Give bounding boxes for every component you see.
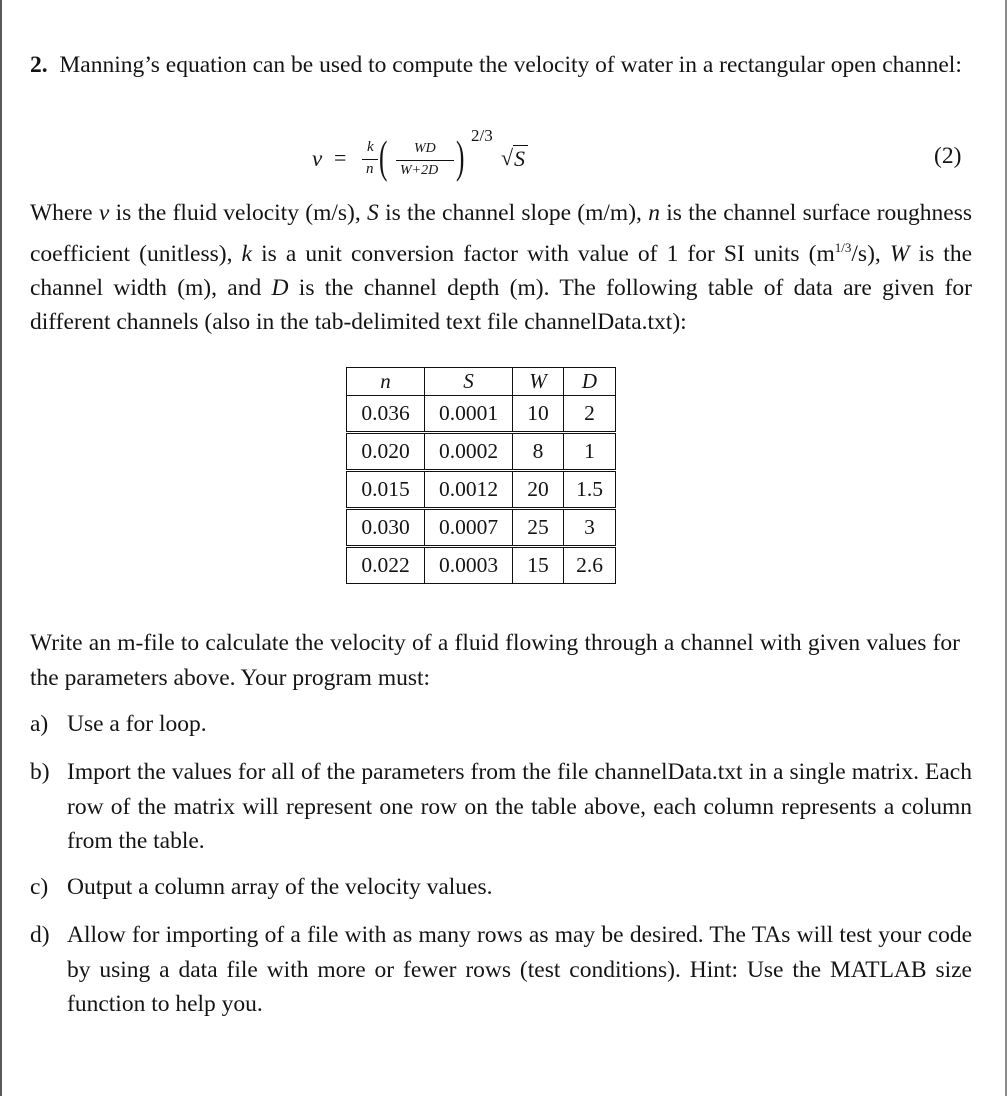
question-intro-text: Manning’s equation can be used to compute the velocity of water in a rectangular open channel: [59, 52, 962, 78]
table-cell: 2 [564, 396, 616, 433]
eq-w2d: W+2D [400, 163, 439, 178]
table-cell: 0.0007 [425, 509, 513, 547]
eq-exponent: 2/3 [471, 126, 493, 145]
table-header-row [347, 368, 616, 396]
desc-text: is the channel surface roughness coefficient (unitless), [30, 200, 972, 267]
table-cell: 15 [513, 547, 564, 584]
eq-velocity: v [312, 146, 323, 171]
unit-exponent: 1/3 [834, 239, 852, 255]
table-row [347, 433, 616, 471]
var-n: n [648, 200, 660, 226]
header-d: D [564, 368, 616, 396]
table-cell: 10 [513, 396, 564, 433]
mannings-equation [312, 126, 572, 188]
page-border-left [0, 0, 2, 1096]
table-cell: 1.5 [564, 471, 616, 509]
desc-text: is a unit conversion factor with value of 1 for SI units (m [251, 240, 835, 267]
eq-equals: = [334, 145, 347, 170]
table-cell: 0.0002 [425, 433, 513, 471]
question-intro [30, 48, 1007, 83]
list-text: Import the values for all of the parameters from the file channelData.txt in a single matrix. Each row of the matrix will represent one row on the table above, each column represents a column from the table. [67, 759, 972, 854]
table-cell: 25 [513, 509, 564, 547]
question-number: 2. [30, 52, 48, 78]
eq-fraction-bar [362, 159, 378, 160]
table-row [347, 509, 616, 547]
list-label: d) [30, 922, 50, 948]
desc-text: /s), [851, 240, 890, 267]
eq-n: n [366, 161, 374, 177]
table-cell: 0.015 [347, 471, 425, 509]
table-cell: 0.0012 [425, 471, 513, 509]
list-item-a [30, 707, 972, 742]
table-cell: 0.0003 [425, 547, 513, 584]
channel-data-table [346, 367, 616, 584]
eq-wd: WD [414, 141, 436, 156]
header-n: n [347, 368, 425, 396]
list-label: c) [30, 874, 49, 900]
header-s: S [425, 368, 513, 396]
table-cell: 1 [564, 433, 616, 471]
list-label: a) [30, 711, 49, 737]
list-item-b [30, 755, 972, 859]
list-text: Allow for importing of a file with as many rows as may be desired. The TAs will test your code by using a data file with more or fewer rows (test conditions). Hint: Use the MATLAB size function to help you. [67, 922, 972, 1017]
var-k: k [241, 240, 252, 267]
eq-inner-bar [396, 160, 454, 161]
var-w: W [889, 240, 910, 267]
desc-text: is the channel depth (m). The following table of data are given for different channels (also in the tab-delimited text file channelData.txt): [30, 274, 972, 336]
table-cell: 0.036 [347, 396, 425, 433]
header-w: W [513, 368, 564, 396]
desc-text: Where [30, 200, 99, 226]
eq-right-paren: ) [456, 131, 465, 182]
list-text: Use a for loop. [67, 711, 207, 737]
table-cell: 20 [513, 471, 564, 509]
list-item-c [30, 870, 972, 905]
table-cell: 0.022 [347, 547, 425, 584]
list-text: Output a column array of the velocity values. [67, 874, 493, 900]
table-cell: 3 [564, 509, 616, 547]
eq-left-paren: ( [379, 131, 388, 182]
table-cell: 0.020 [347, 433, 425, 471]
table-cell: 0.030 [347, 509, 425, 547]
task-description: Write an m-file to calculate the velocity of a fluid flowing through a channel with given values for the parameters above. Your program must: [30, 630, 960, 691]
table-cell: 0.0001 [425, 396, 513, 433]
table-cell: 8 [513, 433, 564, 471]
variable-description [30, 196, 972, 340]
table-row [347, 547, 616, 584]
table-cell: 2.6 [564, 547, 616, 584]
list-item-d [30, 918, 972, 1022]
var-s: S [367, 200, 379, 226]
equation-number: (2) [934, 143, 962, 169]
table-row [347, 471, 616, 509]
desc-text: is the fluid velocity (m/s), [109, 200, 368, 226]
var-v: v [98, 200, 110, 226]
eq-k: k [367, 139, 374, 155]
desc-text: is the channel slope (m/m), [378, 200, 649, 226]
list-label: b) [30, 759, 50, 785]
eq-sqrt: √ [501, 145, 514, 170]
eq-s: S [514, 146, 525, 171]
table-row [347, 396, 616, 433]
desc-text: is the channel width (m), and [30, 240, 973, 301]
var-d: D [271, 274, 289, 301]
